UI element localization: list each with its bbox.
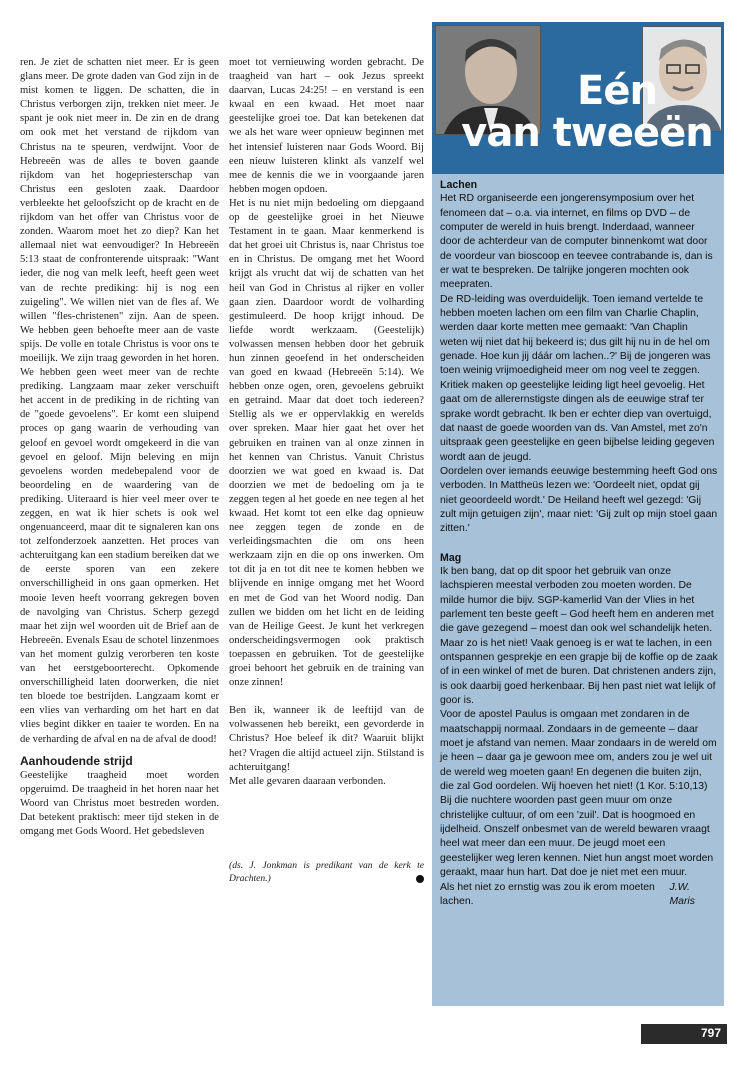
column-title xyxy=(452,70,722,154)
sidebar-header xyxy=(432,22,724,174)
page-number-bar xyxy=(641,1024,727,1044)
article-column-left xyxy=(20,56,219,839)
sidebar-section-title: Mag xyxy=(440,551,462,564)
article-paragraph: ren. Je ziet de schatten niet meer. Er is geen glans meer. De grote daden van God zijn in de mist komen te liggen. De schatten, die in Christus verborgen zijn, trekken niet meer. Je spant je ook niet meer in. De zin en de drang om ook met het verstand de rijkdom van Christus na te speuren, verdwijnt. Voor de Hebreeën was de alles te boven gaande rijkdom van het hogepriesterschap van Christus een gesloten zaak. Daardoor verbleekte het geloofszicht op de kracht en de rijkdom van het offer van Christus voor de zonden. Waarom moet het zo diep? Kan het allemaal niet wat eenvoudiger? In Hebreeën 5:13 staat de confronterende uitspraak: "Want ieder, die nog van melk leeft, heeft geen weet van de rechte prediking: hij is nog een zuigeling". We willen niet van de fles af. We willen "fles-christenen" zijn. Aan de speen. We hebben geen behoefte meer aan de vaste spijs. De volle en totale Christus is voor ons te moeilijk. We zijn traag geworden in het horen. We hebben geen weet meer van de rechte prediking. Langzaam maar zeker verschuift het accent in de prediking in de richting van de "goede gevoelens". Er komt een sluipend proces op gang waarin de verhouding van geloof en gevoel wordt omgekeerd in die van gevoel en geloof. Mijn beleving en mijn gevoelens worden medebepalend voor de beoordeling en de waardering van de prediking. Uiteraard is hier veel meer over te zeggen, en wat ik hier schets is ook wel ongenuanceerd, maar dit te signaleren kan ons tot zelfonderzoek aanzetten. Het proces van achteruitgang kan een stadium bereiken dat we de eerste sporen van een zekere onverschilligheid in ons gaan opmerken. Het mooie leven heeft voorrang gekregen boven de navolging van Christus. Scherp gezegd maar het zijn wel woorden uit de Brief aan de Hebreeën. Evenals Esau de schotel linzenmoes van het moment gulzig verorberen ten koste van het eerstgeboorterecht. Opkomende onverschilligheid laten doorwerken, die niet ten bloede toe bestrijden. Langzaam komt er een vlies van verharding om het hart en dat vlies begint dikker en taaier te worden. En na de verharding de afval en na de afval de dood! xyxy=(20,57,219,745)
column-title-line1: Eén xyxy=(577,68,657,114)
sidebar-paragraph: Kritiek maken op geestelijke leiding ligt heel gevoelig. Het gaat om de allerernstigste dingen als de eeuwige straf ter sprake wordt gebracht. Ik ben er echter diep van overtuigd, dat naast de goede woorden van ds. Van Amstel, met zo'n uitspraak geen geestelijke en geen bijbelse leiding gegeven wordt aan de jeugd. xyxy=(440,379,715,463)
article-paragraph: Geestelijke traagheid moet worden opgeruimd. De traagheid in het horen naar het Woord van Christus moet bestreden worden. Dat betekent praktisch: meer tijd steken in de omgang met Gods Woord. Het gebedsleven xyxy=(20,769,219,837)
sidebar-paragraph: Bij die nuchtere woorden past geen muur om onze christelijke cultuur, of om een 'zuil'. Dat is hoogmoed en ijdelheid. Onszelf onbesmet van de wereld bewaren vraagt heel wat meer dan een muur. De jeugd moet een geestelijker weg leren kennen. Niet hun angst moet worden geraakt, maar hun hart. Dat doe je niet met een muur. xyxy=(440,795,714,879)
end-mark-icon xyxy=(416,875,424,883)
sidebar-paragraph: Oordelen over iemands eeuwige bestemming heeft God ons verboden. In Mattheüs lezen we: 'Oordeelt niet, opdat gij niet geoordeeld wordt.' De Heiland heeft wel gezegd: 'Gij zult mijn getuigen zijn', maar niet: 'Gij zult op mijn stoel gaan zitten.' xyxy=(440,465,718,535)
sidebar-paragraph: Ik ben bang, dat op dit spoor het gebruik van onze lachspieren meestal verboden zou moeten worden. De milde humor die bijv. SGP-kamerlid Van der Vlies in het parlement ten beste geeft – God heeft hem en anderen met die gave gezegend – moest dan ook wel schandelijk heten. Maar zo is het niet! Vaak genoeg is er wat te lachen, in een ontspannen gesprekje en een grapje bij de koffie op de zaak of in een winkel of met de buren. Dat christenen anders zijn, is ook daarbij goed herkenbaar. Bij hen past niet wat lelijk of goor is. xyxy=(440,565,718,707)
author-name: J.W. Maris xyxy=(669,881,695,907)
sidebar-paragraph: Het RD organiseerde een jongerensymposium over het fenomeen dat – o.a. via internet, en films op DVD – de computer de wereld in huis brengt. Inderdaad, wanneer door de achterdeur van de computer binnenkomt wat door de voordeur van bioscoop en teevee contrabande is, dan is er wat te bespreken. De talrijke jongeren mochten ook meepraten. xyxy=(440,193,713,291)
column-sidebar xyxy=(432,22,724,1006)
sidebar-section-title: Lachen xyxy=(440,179,478,191)
sidebar-paragraph: De RD-leiding was overduidelijk. Toen iemand vertelde te hebben moeten lachen om een film van Charlie Chaplin, werden daar korte metten mee gemaakt: 'Van Chaplin weten wij niet dat hij bekeerd is; dus gilt hij nu in de hel om genade. Hoe kun jij dáár om lachen..?' Bij de jongeren was toen weinig vrijmoedigheid meer om nog veel te zeggen. xyxy=(440,293,711,377)
sidebar-closing-text: Als het niet zo ernstig was zou ik erom moeten lachen. xyxy=(440,881,655,907)
column-title-line2: van tweeën xyxy=(461,110,713,156)
article-paragraph: Met alle gevaren daaraan verbonden. xyxy=(229,775,386,787)
author-note xyxy=(229,859,424,885)
article-paragraph: Het is nu niet mijn bedoeling om diepgaand op de geestelijke groei in het Nieuwe Testament in te gaan. Maar kenmerkend is dat het groei uit Christus is, naar Christus toe en in Christus. De omgang met het Woord krijgt als vrucht dat wij de schatten van het heil van God in Christus al rijker en voller gaan zien. Daardoor wordt de volharding gestimuleerd. De hoop krijgt inhoud. De liefde wordt werkzaam. (Geestelijk) volwassen mensen hebben door het gebruik hun zinnen geoefend in het onderscheiden van goed en kwaad (Hebreeën 5:14). We hebben onze ogen, oren, gevoelens gebruikt en getraind. Maar dat doet toch iedereen? Stellig als we er oppervlakkig en werelds over spreken. Maar hier gaat het over het gebruiken en trainen van al onze zinnen in het kennen van Christus. Vanuit Christus doorzien we wat goed en kwaad is. Dat doorzien we met de bedoeling om ja te zeggen tegen al het goede en nee tegen al het kwaad. Het komt tot een elke dag opnieuw nee zeggen tegen de zonde en de verleidingsmachten die om ons heen werkzaam zijn en die op ons inwerken. Om tot dit ja en tot dit nee te komen hebben we blijvende en innige omgang met het Woord en met de God van het Woord nodig. Dan zullen we bidden om het licht en de leiding van de Heilige Geest. Je kunt het verkregen onderscheidingsvermogen ook praktisch toepassen en gebruiken. Tot de geestelijke groei behoort het gebruik en de training van onze zinnen! xyxy=(229,197,424,689)
sidebar-closing xyxy=(440,881,718,910)
section-subheading: Aanhoudende strijd xyxy=(20,753,133,768)
article-column-middle xyxy=(229,56,424,885)
article-paragraph: Ben ik, wanneer ik de leeftijd van de volwassenen heb bereikt, een gevorderde in Christus? Hoe beleef ik dit? Waaruit blijkt het? Vragen die altijd actueel zijn. Stilstand is achteruitgang! xyxy=(229,705,424,773)
article-paragraph: moet tot vernieuwing worden gebracht. De traagheid van hart – ook Jezus spreekt daarvan, Lucas 24:25! – en verstand is een kwaal en een kwaad. Het moet naar geestelijke groei toe. Dat kan betekenen dat we als het ware weer opnieuw beginnen met het intensief luisteren naar Gods Woord. Bij een nieuw luisteren klinkt als vanzelf wel mee de kennis die we in voorgaande jaren hebben mogen opdoen. xyxy=(229,57,424,195)
sidebar-paragraph: Voor de apostel Paulus is omgaan met zondaren in de maatschappij normaal. Zondaars in de gemeente – daar moet je afstand van nemen. Maar zondaars in de wereld om je heen – daar ga je gewoon mee om, anders zou je wel uit de wereld weg moeten gaan! En degenen die buiten zijn, die zal God oordelen. Wij hoeven het niet! (1 Kor. 5:10,13) xyxy=(440,709,717,793)
sidebar-body xyxy=(440,178,718,909)
page-number: 797 xyxy=(700,1026,721,1040)
author-note-text: (ds. J. Jonkman is predikant van de kerk te Drachten.) xyxy=(229,859,424,884)
